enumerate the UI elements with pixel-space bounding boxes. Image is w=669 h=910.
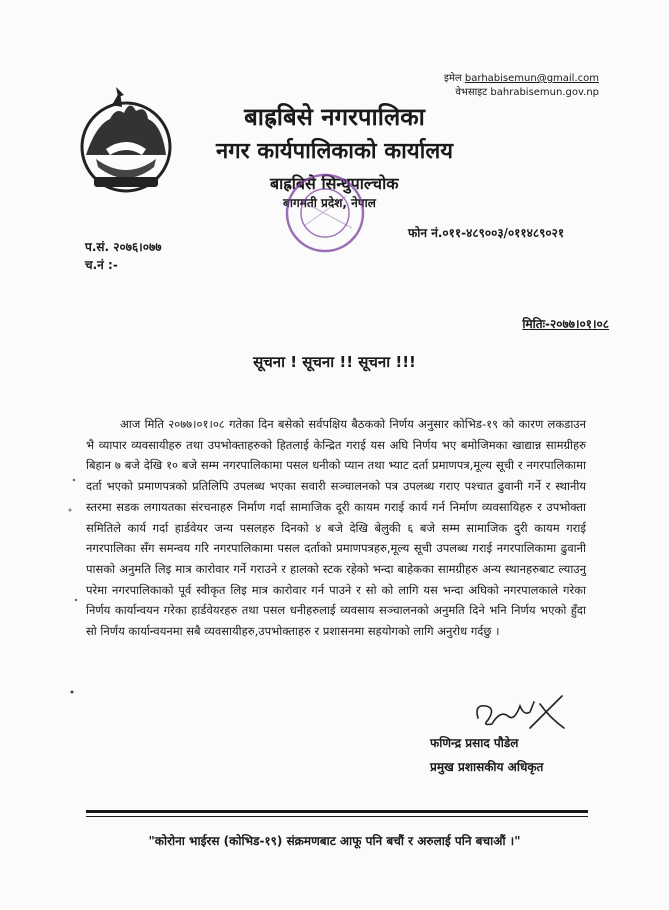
phone-number: फोन नं.०११-४८९००३/०११४८९०२१ [408, 226, 565, 240]
municipality-title: बाह्रबिसे नगरपालिका [244, 103, 425, 131]
website-link[interactable]: bahrabisemun.gov.np [490, 87, 599, 98]
email-line [444, 72, 599, 85]
handwritten-signature [470, 692, 570, 736]
signatory-name: फणिन्द्र प्रसाद पौडेल [430, 736, 519, 750]
notice-body: आज मिति २०७७।०१।०८ गतेका दिन बसेको सर्वपक्षिय बैठकको निर्णय अनुसार कोभिड-१९ को कारण लकडाउन भै व्यापार व्यवसायीहरु तथा उपभोक्ताहरुको हितलाई केन्द्रित गराई यस अघि निर्णय भए बमोजिमका खाद्यान्न सामग्रीहरु बिहान ७ बजे देखि १० बजे सम्म नगरपालिकामा पसल धनीको प्यान तथा भ्याट दर्ता प्रमाणपत्र,मूल्य सूची र नगरपालिकामा दर्ता भएको प्रमाणपत्रको प्रतिलिपि उपलब्ध भएका सवारी सञ्चालनको पत्र उपलब्ध गराए पश्चात ढुवानी गर्ने र स्थानीय स्तरमा सडक लगायतका संरचनाहरु निर्माण गर्दा सामाजिक दूरी कायम गराई कार्य गर्न निर्माण व्यवसायिहरु र उपभोक्ता समितिले कार्य गर्दा हार्डवेयर जन्य पसलहरु दिनको ४ बजे देखि बेलुकी ६ बजे सम्म सामाजिक दुरी कायम गराई नगरपालिका सँग समन्वय गरि नगरपालिकामा पसल दर्ताको प्रमाणपत्रहरु,मूल्य सूची उपलब्ध गराई नगरपालिकामा ढुवानी पासको अनुमति लिइ मात्र कारोवार गर्ने गराउने र हालको स्टक रहेको भन्दा बाहेकका सामग्रीहरु अन्य स्थानहरुबाट ल्याउनु परेमा नगरपालिकाको पूर्व स्वीकृत लिइ मात्र कारोवार गर्न पाउने र सो को लागि यस भन्दा अघिको नगरपालकाले गरेका निर्णय कार्यान्वयन गरेका हार्डवेयरहरु तथा पसल धनीहरुलाई व्यवसाय सञ्चालनको अनुमति दिने भनि निर्णय भएको हुँदा सो निर्णय कार्यान्वयनमा सबै व्यवसायीहरु,उपभोक्ताहरु र प्रशासनमा सहयोगको लागि अनुरोध गर्दछु । [86, 417, 586, 639]
footer-slogan: "कोरोना भाईरस (कोभिड-१९) संक्रमणबाट आफू पनि बचौं र अरुलाई पनि बचाऔं ।" [148, 834, 521, 848]
signatory-title: प्रमुख प्रशासकीय अधिकृत [430, 760, 544, 774]
website-line [455, 86, 599, 99]
official-stamp-icon [282, 170, 368, 256]
province-line: बागमती प्रदेश, नेपाल [283, 196, 376, 210]
footer-divider-thin [86, 816, 588, 817]
location-line: बाह्रबिसे सिन्धुपाल्चोक [270, 174, 399, 193]
notice-heading: सूचना ! सूचना !! सूचना !!! [253, 353, 416, 371]
scan-marks [62, 470, 82, 700]
reference-chan: च.नं :- [85, 258, 118, 272]
office-title: नगर कार्यपालिकाको कार्यालय [216, 139, 453, 164]
email-link[interactable]: barhabisemun@gmail.com [464, 73, 599, 84]
email-label: इमेल [444, 73, 462, 84]
letter-date: मितिः-२०७७।०१।०८ [522, 317, 609, 331]
reference-ps: प.सं. २०७६।०७७ [85, 240, 162, 254]
website-label: वेभसाइट [455, 87, 488, 98]
footer-divider-thick [86, 810, 588, 813]
